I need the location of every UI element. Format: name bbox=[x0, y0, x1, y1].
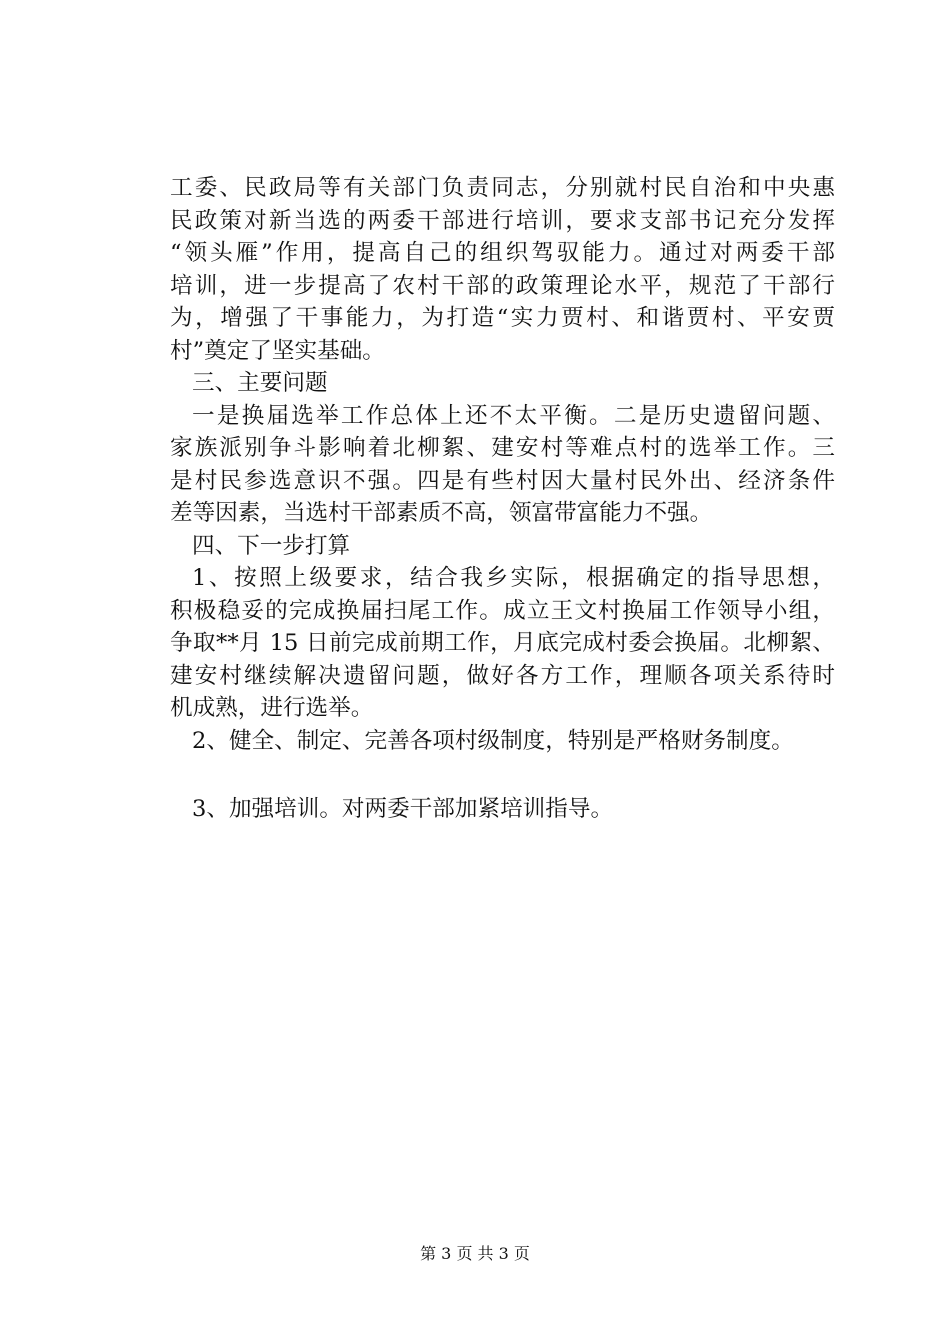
paragraph-line: “领头雁”作用，提高自己的组织驾驭能力。通过对两委干部 bbox=[170, 240, 835, 266]
paragraph-line: 家族派别争斗影响着北柳絮、建安村等难点村的选举工作。三 bbox=[170, 435, 835, 461]
paragraph-line: 是村民参选意识不强。四是有些村因大量村民外出、经济条件 bbox=[170, 467, 835, 494]
paragraph-line: 机成熟，进行选举。 bbox=[170, 695, 374, 721]
paragraph-line: 村”奠定了坚实基础。 bbox=[170, 337, 385, 364]
paragraph-line: 一是换届选举工作总体上还不太平衡。二是历史遗留问题、 bbox=[192, 402, 835, 429]
paragraph-line: 培训，进一步提高了农村干部的政策理论水平，规范了干部行 bbox=[170, 272, 835, 299]
paragraph-line: 3、加强培训。对两委干部加紧培训指导。 bbox=[192, 796, 614, 822]
page-number-footer: 第 3 页 共 3 页 bbox=[420, 1244, 530, 1263]
paragraph-line: 争取**月 15 日前完成前期工作，月底完成村委会换届。北柳絮、 bbox=[170, 630, 835, 656]
paragraph-line: 2、健全、制定、完善各项村级制度，特别是严格财务制度。 bbox=[192, 727, 794, 754]
document-body bbox=[170, 172, 835, 826]
paragraph-line: 工委、民政局等有关部门负责同志，分别就村民自治和中央惠 bbox=[170, 175, 835, 201]
paragraph-line: 差等因素，当选村干部素质不高，领富带富能力不强。 bbox=[170, 500, 713, 526]
section-heading: 四、下一步打算 bbox=[192, 532, 351, 559]
paragraph-line: 1、按照上级要求，结合我乡实际，根据确定的指导思想， bbox=[192, 565, 835, 591]
paragraph-line: 为，增强了干事能力，为打造“实力贾村、和谐贾村、平安贾 bbox=[170, 305, 835, 331]
paragraph-line: 民政策对新当选的两委干部进行培训，要求支部书记充分发挥 bbox=[170, 207, 835, 234]
paragraph-line: 建安村继续解决遗留问题，做好各方工作，理顺各项关系待时 bbox=[170, 662, 835, 689]
paragraph-gap bbox=[170, 757, 835, 793]
section-heading: 三、主要问题 bbox=[192, 370, 328, 396]
paragraph-line: 积极稳妥的完成换届扫尾工作。成立王文村换届工作领导小组， bbox=[170, 597, 835, 624]
